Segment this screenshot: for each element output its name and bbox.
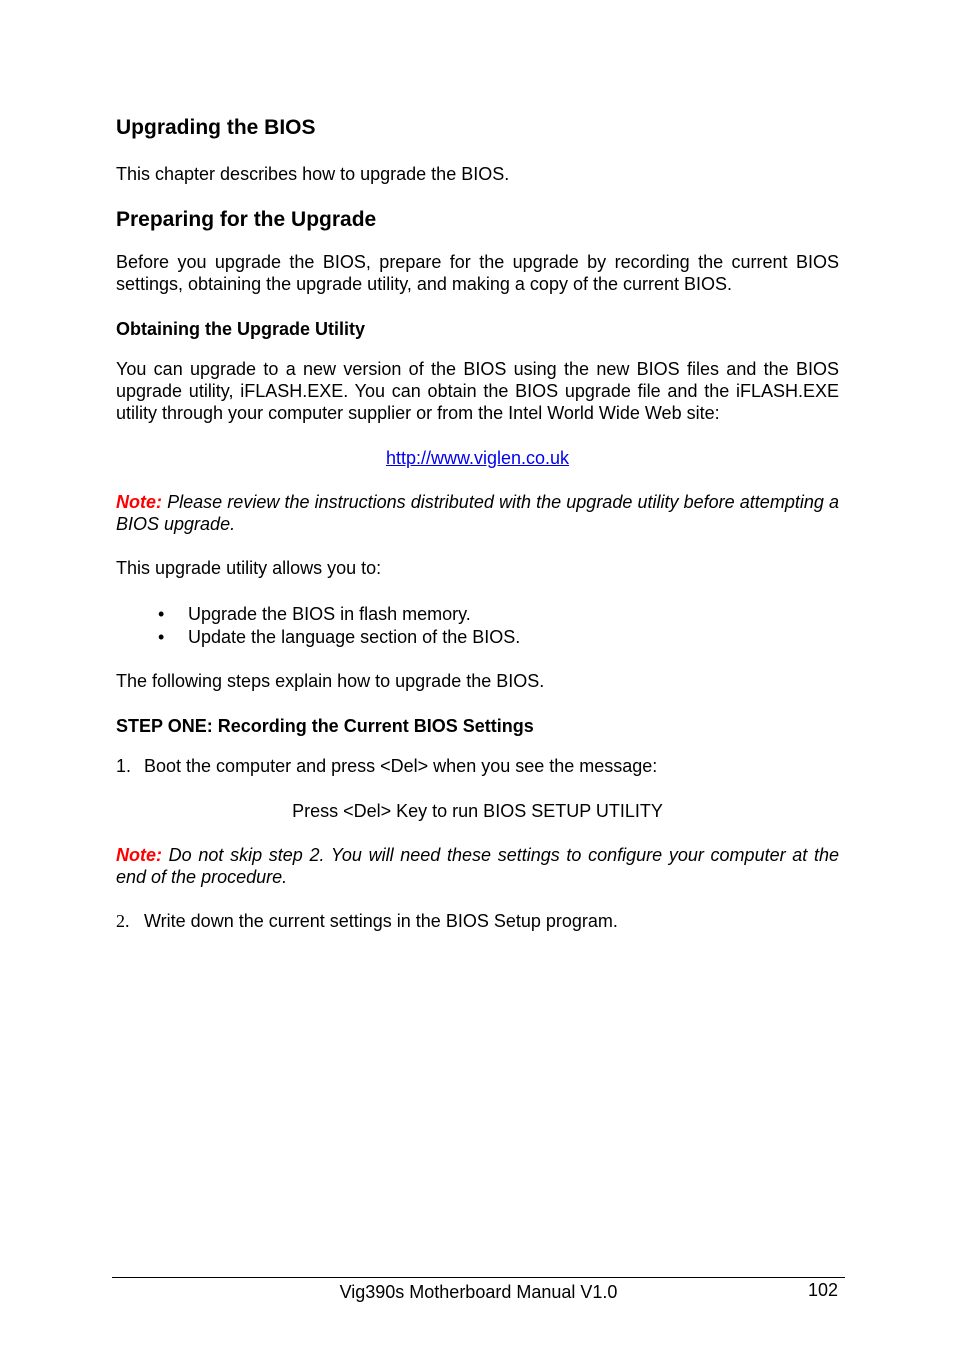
note-1-label: Note: [116, 492, 162, 512]
bios-message: Press <Del> Key to run BIOS SETUP UTILITY [292, 801, 663, 821]
note-2-label: Note: [116, 845, 162, 865]
step-one-title: STEP ONE: Recording the Current BIOS Settings [116, 716, 534, 736]
link-line [116, 447, 839, 469]
utility-paragraph: You can upgrade to a new version of the BIOS using the new BIOS files and the BIOS upgrade utility, iFLASH.EXE. You can obtain the BIOS upgrade file and the iFLASH.EXE utility through your computer supplier or from the Intel World Wide Web site: [116, 359, 839, 423]
utility-title: Obtaining the Upgrade Utility [116, 319, 366, 339]
step-1-text: Boot the computer and press <Del> when you see the message: [144, 756, 658, 776]
prep-paragraph: Before you upgrade the BIOS, prepare for the upgrade by recording the current BIOS settings, obtaining the upgrade utility, and making a copy of the current BIOS. [116, 252, 839, 294]
following-paragraph: The following steps explain how to upgrade the BIOS. [116, 671, 545, 691]
footer-divider [112, 1277, 845, 1278]
bullet-icon: • [158, 627, 165, 647]
footer-title: Vig390s Motherboard Manual V1.0 [339, 1282, 618, 1302]
step-2-number: 2. [116, 911, 130, 931]
step-2 [116, 910, 618, 932]
note-2 [116, 844, 839, 888]
feature-list [116, 603, 839, 649]
step-1 [116, 755, 657, 777]
prep-title: Preparing for the Upgrade [116, 208, 377, 231]
viglen-link[interactable]: http://www.viglen.co.uk [385, 448, 570, 468]
step-2-text: Write down the current settings in the BIOS Setup program. [144, 911, 618, 931]
bullet-icon: • [158, 604, 165, 624]
section-title: Upgrading the BIOS [116, 116, 316, 139]
note-1-text: Please review the instructions distributed with the upgrade utility before attempting a BIOS upgrade. [116, 492, 839, 534]
allows-paragraph: This upgrade utility allows you to: [116, 558, 382, 578]
note-2-text: Do not skip step 2. You will need these settings to configure your computer at the end of the procedure. [116, 845, 839, 887]
step-1-number: 1. [116, 756, 132, 776]
note-1 [116, 491, 839, 535]
intro-paragraph: This chapter describes how to upgrade the BIOS. [116, 164, 510, 184]
list-item: • Upgrade the BIOS in flash memory. [158, 604, 471, 624]
page-number: 102 [808, 1280, 839, 1300]
list-item: • Update the language section of the BIOS. [158, 627, 521, 647]
